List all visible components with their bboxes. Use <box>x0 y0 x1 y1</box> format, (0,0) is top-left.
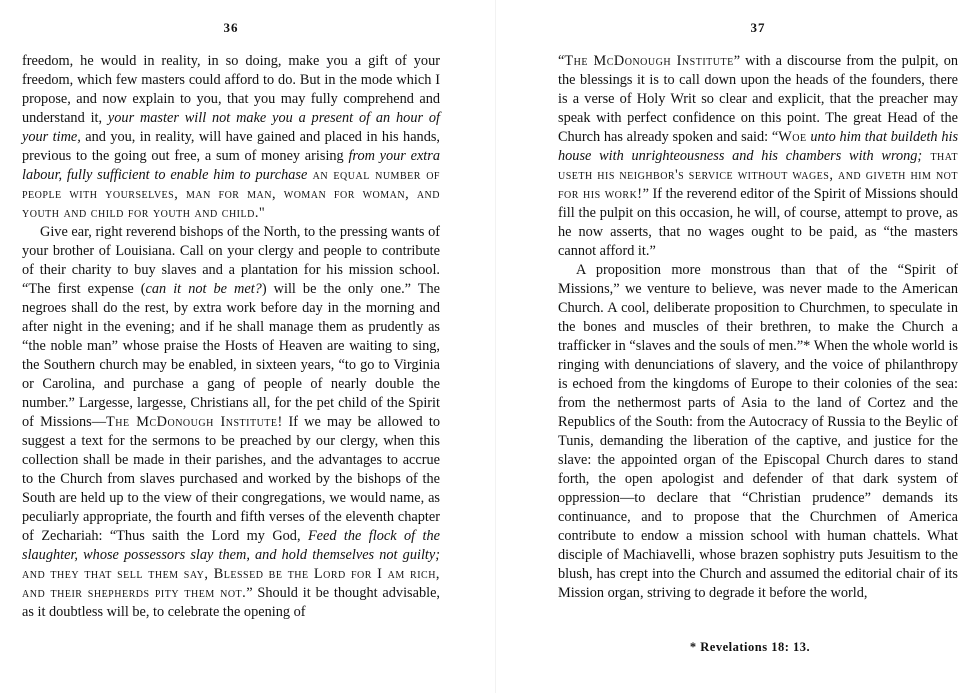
small-caps-run: The McDonough Institute <box>106 414 278 430</box>
italic-run: unto him that buildeth his house with unrighteousness and his chambers with wrong; <box>558 129 959 164</box>
text-run: ) will be the only one.” The negroes shall do the rest, by extra work before day in the morning and after night in the evening; and if he shall manage them as prudently as “the noble man” whose praise the Hosts of Heaven are waiting to sing, the Southern church may be enabled, in sixteen years, “to go to Virginia or Carolina, and purchase a gang of people of nearly double the number.” Largesse, largesse, Christians all, for the pet child of the Spirit of Missions— <box>22 281 440 430</box>
paragraph <box>22 223 440 622</box>
left-page <box>0 0 470 693</box>
footnote: * Revelations 18: 13. <box>689 640 811 654</box>
right-page-text <box>558 52 958 603</box>
right-page <box>520 0 980 693</box>
page-gutter <box>495 0 496 693</box>
small-caps-run: Woe <box>778 129 807 145</box>
small-caps-run: The McDonough Institute <box>564 53 734 69</box>
paragraph <box>558 52 958 261</box>
text-run: freedom, he would in reality, in so doing, make you a gift of your freedom, which few masters could afford to do. But in the mode which I propose, and now explain to you, that you may fully comprehend and understand it, <box>22 53 440 126</box>
text-run: ” If the reverend editor of the Spirit of Missions should fill the pulpit on this occasion, he will, of course, attempt to prove, as he now asserts, that no wages ought to be paid, as “the masters cannot afford it.” <box>558 186 958 259</box>
italic-run: your master will not make you a present of an hour of your time, <box>22 110 440 145</box>
page-number-right: 37 <box>750 20 766 35</box>
text-run: ” with a discourse from the pulpit, on the blessings it is to call down upon the heads of the founders, there is a verse of Holy Writ so clear and explicit, that the preacher may speak with perfect confidence on this point. The great Head of the Church has already spoken and said: “ <box>558 53 959 145</box>
text-run: Give ear, right reverend bishops of the North, to the pressing wants of your brother of Louisiana. Call on your clergy and people to contribute of their charity to buy slaves and a plantation for his mission school. “The first expense ( <box>22 224 440 297</box>
italic-run: can it not be met? <box>145 281 262 297</box>
text-run: and you, in reality, will have gained and placed in his hands, previous to the going out free, a sum of money arising <box>22 129 440 164</box>
paragraph <box>558 261 958 603</box>
small-caps-run: an equal number of people with yourselves, man for man, woman for woman, and youth and child for youth and child. <box>22 167 440 221</box>
text-run: A proposition more monstrous than that of the “Spirit of Missions,” we venture to believe, was never made to the American Church. A cool, deliberate proposition to Churchmen, to speculate in the bones and muscles of their brethren, to make the Church a trafficker in “slaves and the souls of men.”* When the whole world is ringing with denunciations of slavery, and the voice of philanthropy is echoed from the kingdoms of Europe to their colonies of the sea: from the nethermost parts of Asia to the land of Cortez and the Republics of the South: from the Autocracy of Russia to the Beylic of Tunis, demanding the liberation of the captive, and justice for the slave: the appointed organ of the Episcopal Church dares to stand forth, the open apologist and defender of that dark system of oppression—to declare that “Christian prudence” demands its continuance, and to propose that the Churchmen of America contribute to endow a mission school with human chattels. What disciple of Machiavelli, whose brazen sophistry puts Jesuitism to the blush, has crept into the Church and assumed the editorial chair of its Mission organ, striving to degrade it before the world, <box>558 262 958 601</box>
page-number-left: 36 <box>223 20 239 35</box>
text-run: ! If we may be allowed to suggest a text for the sermons to be preached by our clergy, when this collection shall be made in their parishes, and the advantages to accrue to the Church from slaves purchased and worked by the bishops of the South are held up to the view of their congregations, we would name, as peculiarly appropriate, the fourth and fifth verses of the eleventh chapter of Zechariah: “Thus saith the Lord my God, <box>22 414 440 544</box>
text-run: " <box>258 205 265 221</box>
small-caps-run: that useth his neighbor's service without wages, and giveth him not for his work! <box>558 148 958 202</box>
small-caps-run: and they that sell them say, Blessed be the Lord for I am rich, and their shepherds pity them not. <box>22 566 440 601</box>
italic-run: Feed the flock of the slaughter, whose possessors slay them, and hold themselves not guilty; <box>22 528 440 563</box>
left-page-text <box>22 52 440 622</box>
italic-run: from your extra labour, fully sufficient to enable him to purchase <box>22 148 440 183</box>
text-run: “ <box>558 53 565 69</box>
paragraph <box>22 52 440 223</box>
text-run: ” Should it be thought advisable, as it doubtless will be, to celebrate the opening of <box>22 585 440 620</box>
